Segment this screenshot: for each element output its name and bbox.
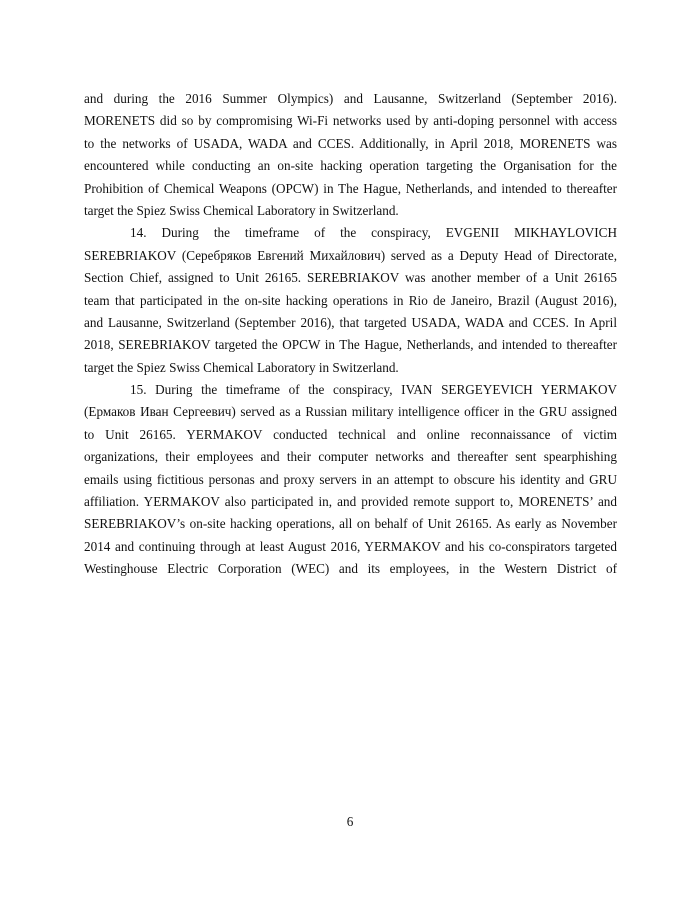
- text-line: emails using fictitious personas and proxy servers in an attempt to obscure his identity and GRU: [84, 471, 617, 487]
- text-line: Westinghouse Electric Corporation (WEC) and its employees, in the Western District of: [84, 561, 617, 577]
- text-line: and during the 2016 Summer Olympics) and Lausanne, Switzerland (September 2016).: [84, 91, 617, 106]
- text-line: SEREBRIAKOV’s on-site hacking operations, all on behalf of Unit 26165. As early as November: [84, 516, 617, 532]
- text-line: organizations, their employees and their computer networks and thereafter sent spearphishing: [84, 449, 617, 465]
- text-line: target the Spiez Swiss Chemical Laboratory in Switzerland.: [84, 359, 399, 375]
- text-line: Prohibition of Chemical Weapons (OPCW) in The Hague, Netherlands, and intended to thereafter: [84, 180, 617, 196]
- text-line: (Ермаков Иван Сергеевич) served as a Russian military intelligence officer in the GRU assigned: [84, 404, 617, 420]
- text-line: MORENETS did so by compromising Wi-Fi networks used by anti-doping personnel with access: [84, 113, 617, 129]
- page-number: 6: [346, 814, 354, 829]
- text-line: SEREBRIAKOV (Серебряков Евгений Михайлович) served as a Deputy Head of Directorate,: [84, 247, 617, 263]
- text-line: to the networks of USADA, WADA and CCES. Additionally, in April 2018, MORENETS was: [84, 135, 617, 151]
- text-line: 14. During the timeframe of the conspiracy, EVGENII MIKHAYLOVICH: [130, 225, 617, 241]
- text-line: 15. During the timeframe of the conspiracy, IVAN SERGEYEVICH YERMAKOV: [130, 382, 617, 398]
- text-line: 2014 and continuing through at least August 2016, YERMAKOV and his co-conspirators targeted: [84, 538, 617, 554]
- document-body: [84, 88, 617, 581]
- text-line: affiliation. YERMAKOV also participated in, and provided remote support to, MORENETS’ and: [84, 494, 617, 510]
- text-line: target the Spiez Swiss Chemical Laboratory in Switzerland.: [84, 202, 399, 218]
- text-line: to Unit 26165. YERMAKOV conducted technical and online reconnaissance of victim: [84, 426, 617, 442]
- text-line: 2018, SEREBRIAKOV targeted the OPCW in The Hague, Netherlands, and intended to thereafter: [84, 337, 617, 353]
- text-line: and Lausanne, Switzerland (September 2016), that targeted USADA, WADA and CCES. In April: [84, 314, 617, 330]
- text-line: encountered while conducting an on-site hacking operation targeting the Organisation for the: [84, 158, 617, 174]
- text-line: team that participated in the on-site hacking operations in Rio de Janeiro, Brazil (August 2016),: [84, 292, 617, 308]
- text-line: Section Chief, assigned to Unit 26165. SEREBRIAKOV was another member of a Unit 26165: [84, 270, 617, 286]
